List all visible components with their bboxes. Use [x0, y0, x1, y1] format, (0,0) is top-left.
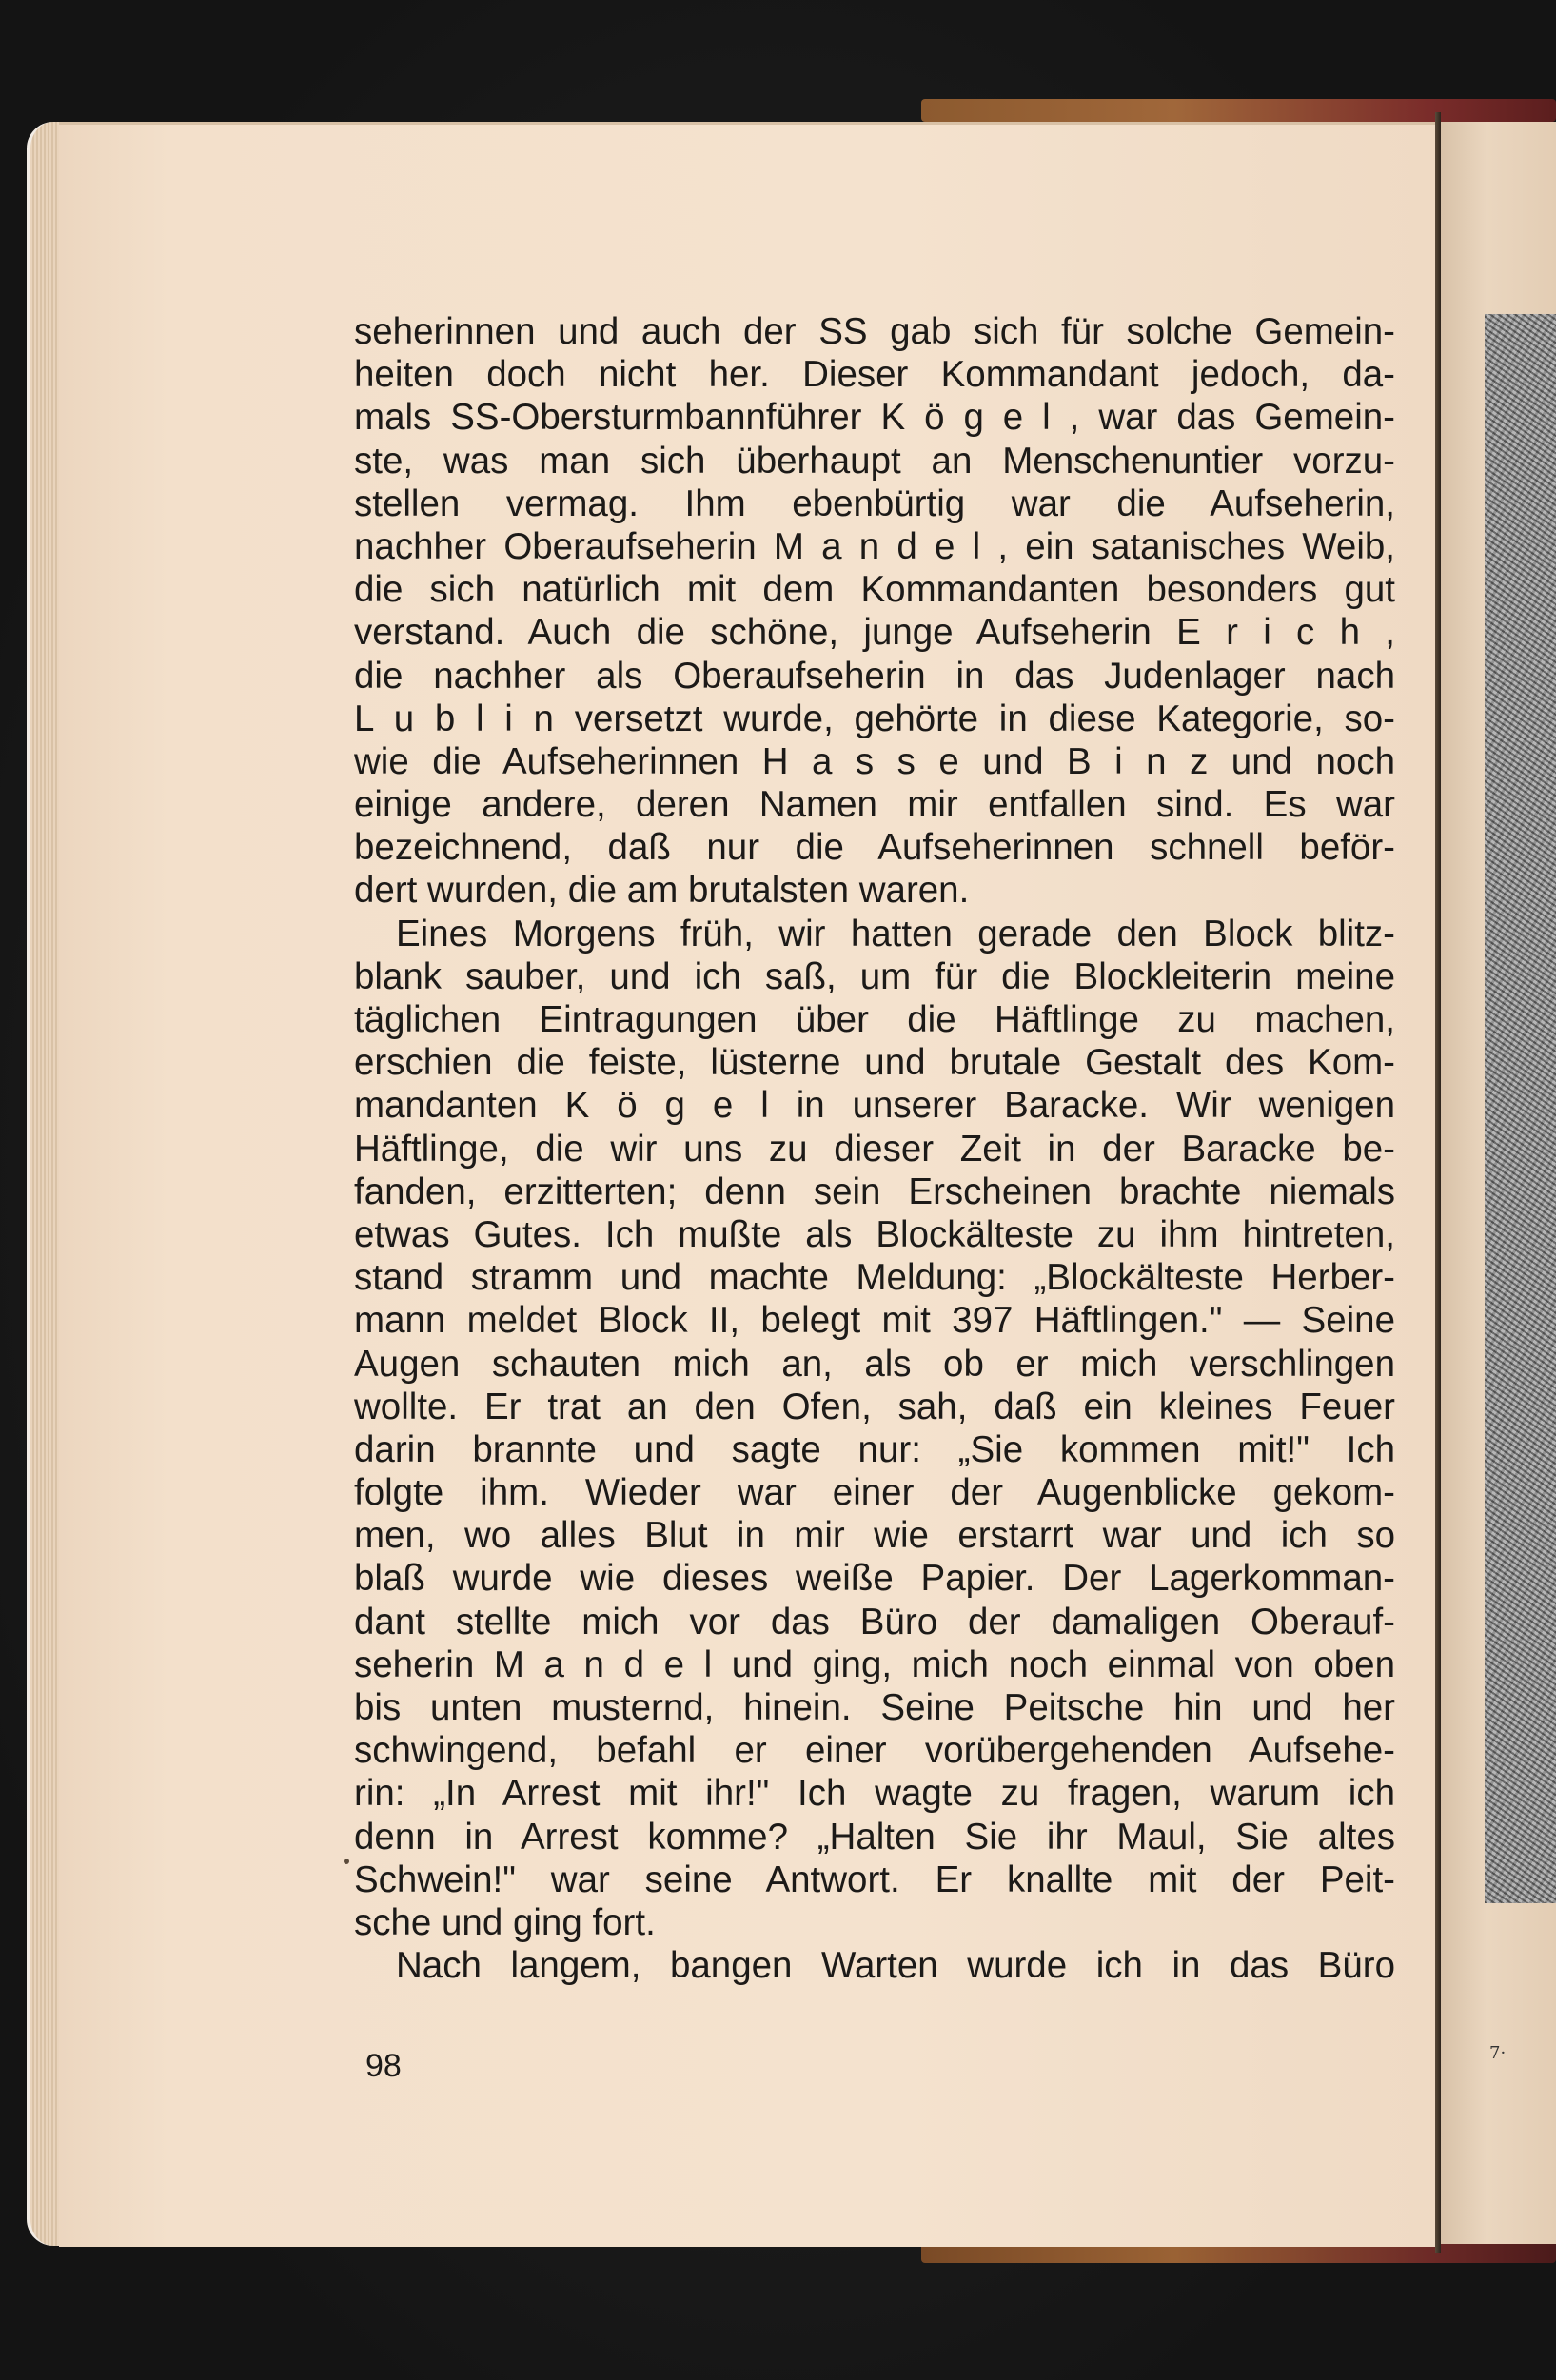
text-line: Eines Morgens früh, wir hatten gerade den Block blitz-: [396, 913, 1395, 954]
text-line: blaß wurde wie dieses weiße Papier. Der Lagerkomman-: [354, 1558, 1395, 1600]
text-line: rin: „In Arrest mit ihr!" Ich wagte zu fragen, warum ich: [354, 1773, 1395, 1815]
text-line: täglichen Eintragungen über die Häftlinge zu machen,: [354, 999, 1395, 1040]
margin-mark: [344, 1859, 349, 1864]
text-line: schwingend, befahl er einer vorübergehenden Aufsehe-: [354, 1730, 1395, 1772]
text-line: wollte. Er trat an den Ofen, sah, daß ein kleines Feuer: [354, 1386, 1395, 1427]
text-line: sche und ging fort.: [354, 1901, 656, 1943]
text-line: erschien die feiste, lüsterne und brutale Gestalt des Kom-: [354, 1042, 1395, 1084]
text-line: seherin M a n d e l und ging, mich noch einmal von oben: [354, 1643, 1395, 1685]
text-line: L u b l i n versetzt wurde, gehörte in diese Kategorie, so-: [354, 698, 1395, 739]
text-line: die sich natürlich mit dem Kommandanten besonders gut: [354, 569, 1395, 611]
text-line: wie die Aufseherinnen H a s s e und B i n z und noch: [354, 740, 1395, 782]
facing-page-mark: 7·: [1489, 2043, 1507, 2063]
text-line: darin brannte und sagte nur: „Sie kommen mit!" Ich: [354, 1428, 1395, 1470]
text-line: heiten doch nicht her. Dieser Kommandant jedoch, da-: [354, 354, 1395, 396]
facing-page-photo: [1485, 314, 1556, 1903]
text-line: einige andere, deren Namen mir entfallen sind. Es war: [354, 784, 1395, 826]
text-line: mals SS-Obersturmbannführer K ö g e l , war das Gemein-: [354, 397, 1395, 439]
text-line: die nachher als Oberaufseherin in das Judenlager nach: [354, 655, 1395, 697]
text-line: stellen vermag. Ihm ebenbürtig war die Aufseherin,: [354, 482, 1395, 524]
text-line: stand stramm und machte Meldung: „Blockälteste Herber-: [354, 1257, 1395, 1299]
page-number: 98: [365, 2048, 402, 2084]
text-line: Häftlinge, die wir uns zu dieser Zeit in der Baracke be-: [354, 1128, 1395, 1170]
text-line: etwas Gutes. Ich mußte als Blockälteste zu ihm hintreten,: [354, 1213, 1395, 1255]
text-line: denn in Arrest komme? „Halten Sie ihr Maul, Sie altes: [354, 1816, 1395, 1858]
text-line: dant stellte mich vor das Büro der damaligen Oberauf-: [354, 1601, 1395, 1642]
text-line: blank sauber, und ich saß, um für die Blockleiterin meine: [354, 955, 1395, 997]
text-line: Schwein!" war seine Antwort. Er knallte mit der Peit-: [354, 1859, 1395, 1900]
text-line: Augen schauten mich an, als ob er mich verschlingen: [354, 1343, 1395, 1385]
page-body-text: [354, 310, 1395, 1987]
text-line: men, wo alles Blut in mir wie erstarrt war und ich so: [354, 1515, 1395, 1557]
text-line: ste, was man sich überhaupt an Menschenuntier vorzu-: [354, 440, 1395, 482]
text-line: bis unten musternd, hinein. Seine Peitsche hin und her: [354, 1687, 1395, 1728]
text-line: mann meldet Block II, belegt mit 397 Häftlingen." — Seine: [354, 1300, 1395, 1342]
text-line: nachher Oberaufseherin M a n d e l , ein satanisches Weib,: [354, 525, 1395, 567]
text-line: Nach langem, bangen Warten wurde ich in das Büro: [396, 1945, 1395, 1987]
text-line: seherinnen und auch der SS gab sich für solche Gemein-: [354, 311, 1395, 352]
text-line: mandanten K ö g e l in unserer Baracke. Wir wenigen: [354, 1085, 1395, 1127]
book-cover-top-edge: [921, 99, 1556, 122]
text-line: dert wurden, die am brutalsten waren.: [354, 870, 970, 912]
text-line: verstand. Auch die schöne, junge Aufseherin E r i c h ,: [354, 612, 1395, 654]
text-line: folgte ihm. Wieder war einer der Augenblicke gekom-: [354, 1472, 1395, 1514]
text-line: fanden, erzitterten; denn sein Erscheinen brachte niemals: [354, 1170, 1395, 1212]
text-line: bezeichnend, daß nur die Aufseherinnen schnell beför-: [354, 827, 1395, 869]
